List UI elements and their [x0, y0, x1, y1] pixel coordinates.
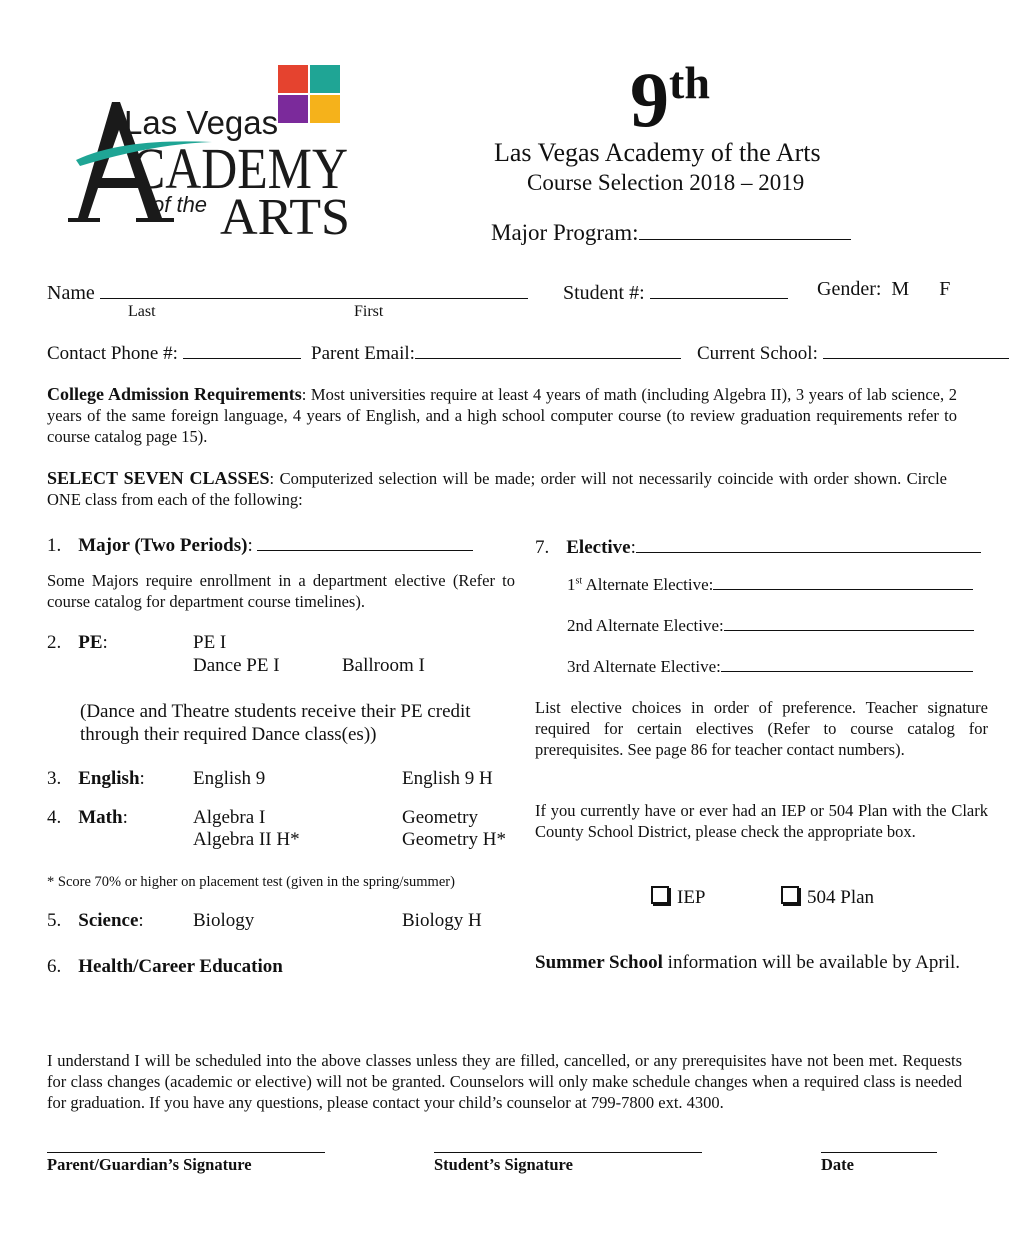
alternate-elective-3[interactable] [567, 654, 973, 677]
major-note: Some Majors require enrollment in a department elective (Refer to course catalog for department course timelines). [47, 571, 515, 611]
class-science-label [47, 910, 144, 932]
class-major [47, 531, 473, 557]
parent-email-field[interactable] [311, 339, 681, 365]
select-classes [47, 468, 947, 510]
science-option[interactable]: Biology H [402, 910, 482, 931]
pe-option[interactable]: PE I [193, 632, 227, 653]
class-label: PE [78, 632, 103, 653]
english-option[interactable]: English 9 H [402, 768, 493, 789]
science-option[interactable]: Biology [193, 910, 255, 931]
phone-field[interactable] [47, 339, 301, 365]
class-pe-label [47, 632, 108, 654]
checkbox-icon [651, 886, 669, 904]
math-option[interactable]: Geometry H* [402, 829, 506, 850]
major-program-label: Major Program: [491, 220, 639, 245]
college-requirements-text: : Most universities require at least 4 years of math (including Algebra II), 3 years of lab science, 2 years of the same foreign language, 4 years of English, and a high school computer course (to review graduation requirements refer to course catalog page 15). [47, 385, 958, 446]
svg-text:of the: of the [152, 192, 208, 217]
gender-option-m[interactable]: M [891, 278, 910, 300]
student-signature-line[interactable] [434, 1152, 702, 1153]
ordinal: 1 [567, 575, 576, 594]
student-signature-label: Student’s Signature [434, 1155, 573, 1174]
pe-note: (Dance and Theatre students receive their PE credit through their required Dance class(es)) [80, 701, 471, 745]
school-name: Las Vegas Academy of the Arts [494, 138, 821, 167]
grade-heading [630, 38, 710, 145]
iep-note: If you currently have or ever had an IEP or 504 Plan with the Clark County School District, please check the appropriate box. [535, 801, 988, 841]
major-input-line[interactable] [257, 531, 473, 551]
logo-square-purple [278, 95, 308, 123]
svg-text:Las Vegas: Las Vegas [124, 104, 279, 141]
class-number: 5. [47, 910, 62, 931]
gender-field [817, 278, 950, 301]
ordinal-suffix: st [575, 575, 583, 587]
class-label: English [78, 768, 140, 789]
504-plan-label: 504 Plan [807, 887, 875, 908]
college-requirements [47, 384, 957, 447]
date-label: Date [821, 1155, 854, 1174]
iep-checkbox[interactable] [651, 886, 706, 909]
gender-label: Gender: [817, 278, 882, 300]
class-english-label [47, 768, 145, 790]
alt-label: 3rd Alternate Elective: [567, 657, 721, 676]
parent-signature-label: Parent/Guardian’s Signature [47, 1155, 252, 1174]
class-number: 6. [47, 956, 62, 977]
name-label: Name [47, 282, 95, 304]
checkbox-icon [781, 886, 799, 904]
alternate-elective-1[interactable] [567, 572, 973, 595]
class-number: 2. [47, 632, 62, 653]
colon: : [122, 807, 128, 828]
math-option[interactable]: Algebra I [193, 807, 266, 828]
parent-email-label: Parent Email: [311, 343, 415, 364]
student-number-label: Student #: [563, 282, 645, 304]
last-label: Last [128, 303, 156, 320]
iep-label: IEP [677, 887, 706, 908]
colon: : [102, 632, 108, 653]
class-number: 4. [47, 807, 62, 828]
alt-label: Alternate Elective: [582, 575, 714, 594]
class-label: Elective [566, 537, 631, 558]
alternate-elective-2[interactable] [567, 613, 974, 636]
grade-number: 9 [630, 56, 669, 143]
class-number: 3. [47, 768, 62, 789]
select-classes-text: : Computerized selection will be made; order will not necessarily coincide with order shown. Circle ONE class from each of the following: [47, 469, 947, 509]
math-option[interactable]: Geometry [402, 807, 478, 828]
colon: : [247, 535, 253, 556]
parent-signature-line[interactable] [47, 1152, 325, 1153]
class-label: Health/Career Education [78, 956, 283, 977]
phone-label: Contact Phone #: [47, 343, 178, 364]
class-math-label [47, 807, 128, 829]
svg-text:CADEMY: CADEMY [132, 136, 348, 201]
svg-text:ARTS: ARTS [220, 189, 350, 240]
agreement-text: I understand I will be scheduled into the above classes unless they are filled, cancelled, or any prerequisites have not been met. Requests for class changes (academic or elective) will not be granted. Counselors will only make schedule changes when a required class is needed for graduation. If you have any questions, please contact your child’s counselor at 799-7800 ext. 4300. [47, 1051, 962, 1112]
logo-square-yellow [310, 95, 340, 123]
504-plan-checkbox[interactable] [781, 886, 874, 909]
select-classes-title: SELECT SEVEN CLASSES [47, 468, 270, 488]
current-school-label: Current School: [697, 343, 818, 364]
pe-option[interactable]: Ballroom I [342, 655, 425, 676]
student-number-field[interactable] [563, 278, 788, 305]
summer-school-title: Summer School [535, 952, 663, 973]
college-requirements-title: College Admission Requirements [47, 384, 302, 404]
pe-option[interactable]: Dance PE I [193, 655, 280, 676]
logo-square-red [278, 65, 308, 93]
school-logo [62, 60, 352, 240]
class-label: Major (Two Periods) [78, 535, 248, 556]
colon: : [139, 768, 145, 789]
alt-label: 2nd Alternate Elective: [567, 616, 724, 635]
summer-school-note [535, 952, 960, 974]
current-school-field[interactable] [697, 339, 1009, 365]
summer-school-text: information will be available by April. [662, 952, 960, 973]
class-number: 7. [535, 537, 550, 558]
first-label: First [354, 303, 384, 320]
logo-square-teal [310, 65, 340, 93]
major-program-field[interactable] [491, 216, 851, 246]
elective-note: List elective choices in order of preference. Teacher signature required for certain electives (Refer to course catalog for prerequisites. See page 86 for teacher contact numbers). [535, 698, 988, 759]
math-footnote: * Score 70% or higher on placement test (given in the spring/summer) [47, 874, 455, 890]
grade-suffix: th [669, 57, 710, 108]
colon: : [138, 910, 144, 931]
class-elective[interactable] [535, 533, 981, 559]
colon: : [630, 537, 636, 558]
class-label: Science [78, 910, 139, 931]
class-health[interactable] [47, 956, 283, 978]
name-field[interactable] [47, 278, 528, 305]
class-label: Math [78, 807, 123, 828]
date-line[interactable] [821, 1152, 937, 1153]
class-number: 1. [47, 535, 62, 556]
gender-option-f[interactable]: F [939, 278, 951, 300]
form-subtitle: Course Selection 2018 – 2019 [527, 170, 805, 195]
math-option[interactable]: Algebra II H* [193, 829, 300, 850]
english-option[interactable]: English 9 [193, 768, 266, 789]
